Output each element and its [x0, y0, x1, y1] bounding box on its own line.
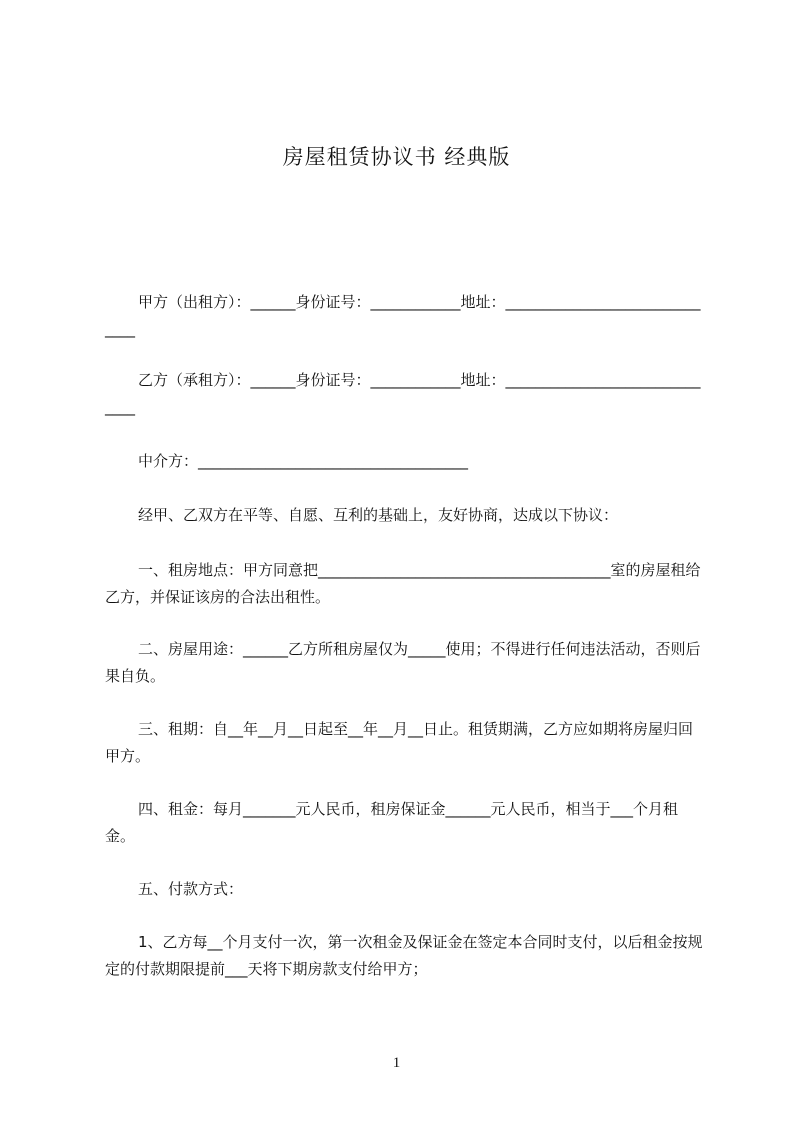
- clause-3-term: 三、租期：自__年__月__日起至__年__月__日止。租赁期满，乙方应如期将房屋归回甲方。: [105, 720, 694, 765]
- page-number: 1: [392, 1055, 401, 1071]
- clause-5-item-1: 1、乙方每__个月支付一次，第一次租金及保证金在签定本合同时支付，以后租金按规定的付款期限提前___天将下期房款支付给甲方；: [105, 933, 703, 978]
- page-title: 房屋租赁协议书 经典版: [282, 145, 511, 169]
- agency-line: 中介方：____________________________________: [138, 452, 469, 470]
- clause-1-location: 一、租房地点：甲方同意把_______________________________________室的房屋租给乙方，并保证该房的合法出租性。: [105, 561, 701, 606]
- party-a-line: 甲方（出租方）：______身份证号：____________地址：______________________________: [105, 293, 701, 338]
- clause-4-rent: 四、租金：每月_______元人民币，租房保证金______元人民币，相当于___个月租金。: [105, 800, 679, 845]
- party-b-line: 乙方（承租方）：______身份证号：____________地址：______________________________: [105, 371, 701, 416]
- clause-2-usage: 二、房屋用途：______乙方所租房屋仅为_____使用；不得进行任何违法活动，否则后果自负。: [105, 640, 701, 685]
- clause-5-payment-heading: 五、付款方式：: [138, 880, 244, 898]
- preamble-paragraph: 经甲、乙双方在平等、自愿、互利的基础上，友好协商，达成以下协议：: [138, 506, 619, 524]
